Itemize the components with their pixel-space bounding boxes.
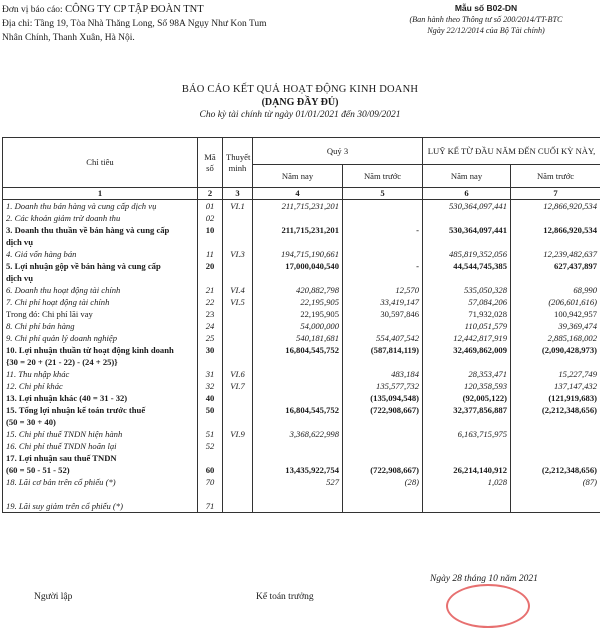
row-ytd-prev-year [511, 500, 600, 513]
row-code [198, 488, 223, 500]
table-row [3, 260, 600, 272]
row-code: 52 [198, 440, 223, 452]
address-line-2: Nhân Chính, Thanh Xuân, Hà Nội. [2, 31, 332, 45]
column-number: 4 [253, 188, 343, 200]
row-code: 10 [198, 224, 223, 236]
row-note [223, 392, 253, 404]
report-title: BÁO CÁO KẾT QUẢ HOẠT ĐỘNG KINH DOANH [0, 84, 600, 95]
row-quarter-this-year [253, 452, 343, 464]
row-note: VI.5 [223, 296, 253, 308]
row-code: 30 [198, 344, 223, 356]
row-ytd-this-year: 44,544,745,385 [423, 260, 511, 272]
table-row [3, 356, 600, 368]
row-quarter-prev-year: 554,407,542 [343, 332, 423, 344]
row-code: 23 [198, 308, 223, 320]
row-quarter-prev-year [343, 356, 423, 368]
row-note: VI.9 [223, 428, 253, 440]
row-ytd-this-year: 1,028 [423, 476, 511, 488]
col-header-luyke: LUỸ KẾ TỪ ĐẦU NĂM ĐẾN CUỐI KỲ NÀY, [423, 138, 600, 165]
row-label: 3. Doanh thu thuần về bán hàng và cung cấp [3, 224, 198, 236]
row-code: 60 [198, 464, 223, 476]
row-ytd-prev-year: 100,942,957 [511, 308, 600, 320]
company-stamp [446, 584, 530, 628]
row-note [223, 500, 253, 513]
row-ytd-this-year: 71,932,028 [423, 308, 511, 320]
col-header-q-prev: Năm trước [343, 165, 423, 188]
row-quarter-prev-year: (135,094,548) [343, 392, 423, 404]
row-quarter-prev-year: 483,184 [343, 368, 423, 380]
row-quarter-this-year: 211,715,231,201 [253, 224, 343, 236]
row-ytd-prev-year [511, 428, 600, 440]
row-quarter-prev-year: (722,908,667) [343, 404, 423, 416]
row-ytd-this-year: (92,005,122) [423, 392, 511, 404]
row-label: 7. Chi phí hoạt động tài chính [3, 296, 198, 308]
row-ytd-this-year [423, 416, 511, 428]
row-ytd-prev-year: 39,369,474 [511, 320, 600, 332]
row-quarter-this-year [253, 212, 343, 224]
row-quarter-this-year: 16,804,545,752 [253, 404, 343, 416]
table-row [3, 200, 600, 213]
row-ytd-this-year: 57,084,206 [423, 296, 511, 308]
row-ytd-this-year [423, 236, 511, 248]
row-quarter-this-year: 22,195,905 [253, 296, 343, 308]
row-ytd-this-year: 530,364,097,441 [423, 200, 511, 213]
row-ytd-this-year [423, 356, 511, 368]
form-note-2: Ngày 22/12/2014 của Bộ Tài chính) [427, 26, 545, 35]
row-quarter-prev-year [343, 416, 423, 428]
table-body [3, 200, 600, 513]
row-label: 4. Giá vốn hàng bán [3, 248, 198, 260]
row-quarter-this-year [253, 236, 343, 248]
row-label [3, 488, 198, 500]
row-label: Trong đó: Chi phí lãi vay [3, 308, 198, 320]
row-label: (60 = 50 - 51 - 52) [3, 464, 198, 476]
row-ytd-this-year [423, 488, 511, 500]
row-ytd-prev-year: (2,212,348,656) [511, 464, 600, 476]
column-number: 5 [343, 188, 423, 200]
row-note [223, 224, 253, 236]
row-label: 8. Chi phí bán hàng [3, 320, 198, 332]
row-ytd-this-year: 530,364,097,441 [423, 224, 511, 236]
row-ytd-this-year: 28,353,471 [423, 368, 511, 380]
row-ytd-this-year: 32,377,856,887 [423, 404, 511, 416]
row-label: dịch vụ [3, 272, 198, 284]
report-period: Cho kỳ tài chính từ ngày 01/01/2021 đến 30/09/2021 [0, 110, 600, 120]
table-row [3, 224, 600, 236]
col-header-chitieu: Chỉ tiêu [3, 138, 198, 188]
row-ytd-prev-year [511, 488, 600, 500]
row-quarter-prev-year [343, 320, 423, 332]
row-label: 5. Lợi nhuận gộp về bán hàng và cung cấp [3, 260, 198, 272]
row-label: 6. Doanh thu hoạt động tài chính [3, 284, 198, 296]
row-quarter-this-year [253, 272, 343, 284]
row-quarter-this-year: 22,195,905 [253, 308, 343, 320]
row-ytd-prev-year: 68,990 [511, 284, 600, 296]
row-code: 02 [198, 212, 223, 224]
row-note [223, 476, 253, 488]
row-quarter-prev-year [343, 212, 423, 224]
row-label: 11. Thu nhập khác [3, 368, 198, 380]
row-label: 18. Lãi cơ bản trên cổ phiếu (*) [3, 476, 198, 488]
col-header-q-this: Năm nay [253, 165, 343, 188]
row-code [198, 452, 223, 464]
row-quarter-prev-year: (28) [343, 476, 423, 488]
table-row [3, 380, 600, 392]
row-quarter-prev-year: (587,814,119) [343, 344, 423, 356]
row-ytd-prev-year: 627,437,897 [511, 260, 600, 272]
row-note [223, 356, 253, 368]
row-quarter-this-year [253, 500, 343, 513]
row-ytd-prev-year [511, 236, 600, 248]
row-code [198, 416, 223, 428]
row-ytd-this-year: 535,050,328 [423, 284, 511, 296]
row-code: 51 [198, 428, 223, 440]
form-info [386, 3, 586, 36]
row-ytd-prev-year: 137,147,432 [511, 380, 600, 392]
row-note: VI.3 [223, 248, 253, 260]
row-label: {30 = 20 + (21 - 22) - (24 + 25)} [3, 356, 198, 368]
row-ytd-this-year [423, 212, 511, 224]
row-note [223, 272, 253, 284]
row-quarter-this-year [253, 356, 343, 368]
col-header-y-prev: Năm trước [511, 165, 600, 188]
table-row [3, 428, 600, 440]
row-label: (50 = 30 + 40) [3, 416, 198, 428]
row-quarter-prev-year [343, 428, 423, 440]
row-quarter-this-year: 194,715,190,661 [253, 248, 343, 260]
row-quarter-prev-year: - [343, 260, 423, 272]
column-number-row [3, 188, 600, 200]
row-note [223, 416, 253, 428]
table-row [3, 440, 600, 452]
row-note [223, 488, 253, 500]
row-code: 11 [198, 248, 223, 260]
company-name: CÔNG TY CP TẬP ĐOÀN TNT [65, 4, 204, 15]
row-note [223, 464, 253, 476]
row-ytd-prev-year: (2,090,428,973) [511, 344, 600, 356]
row-quarter-prev-year [343, 488, 423, 500]
row-label: 17. Lợi nhuận sau thuế TNDN [3, 452, 198, 464]
row-code: 32 [198, 380, 223, 392]
row-code: 21 [198, 284, 223, 296]
row-note [223, 236, 253, 248]
table-row [3, 212, 600, 224]
row-quarter-this-year: 420,882,798 [253, 284, 343, 296]
row-quarter-prev-year [343, 272, 423, 284]
income-statement-table [2, 137, 600, 513]
row-quarter-this-year: 540,181,681 [253, 332, 343, 344]
row-quarter-prev-year: 12,570 [343, 284, 423, 296]
row-code: 31 [198, 368, 223, 380]
row-quarter-this-year [253, 368, 343, 380]
col-header-y-this: Năm nay [423, 165, 511, 188]
row-ytd-this-year: 485,819,352,056 [423, 248, 511, 260]
col-header-thuyetminh: Thuyết minh [223, 138, 253, 188]
row-ytd-this-year: 6,163,715,975 [423, 428, 511, 440]
row-ytd-prev-year: 12,866,920,534 [511, 200, 600, 213]
table-row [3, 452, 600, 464]
row-code: 25 [198, 332, 223, 344]
row-quarter-this-year: 17,000,040,540 [253, 260, 343, 272]
row-quarter-prev-year [343, 236, 423, 248]
table-row [3, 236, 600, 248]
row-code: 40 [198, 392, 223, 404]
row-quarter-prev-year [343, 452, 423, 464]
col-header-quy3: Quý 3 [253, 138, 423, 165]
chief-accountant-label: Kế toán trưởng [256, 592, 314, 602]
row-quarter-prev-year: 33,419,147 [343, 296, 423, 308]
row-quarter-this-year: 16,804,545,752 [253, 344, 343, 356]
row-quarter-prev-year: (722,908,667) [343, 464, 423, 476]
col-header-maso: Mã số [198, 138, 223, 188]
row-ytd-this-year [423, 452, 511, 464]
row-ytd-prev-year [511, 212, 600, 224]
row-code [198, 236, 223, 248]
row-code: 24 [198, 320, 223, 332]
row-quarter-this-year: 3,368,622,998 [253, 428, 343, 440]
column-number: 6 [423, 188, 511, 200]
row-code: 01 [198, 200, 223, 213]
row-quarter-this-year: 54,000,000 [253, 320, 343, 332]
table-row [3, 248, 600, 260]
row-ytd-this-year: 26,214,140,912 [423, 464, 511, 476]
row-label: 19. Lãi suy giảm trên cổ phiếu (*) [3, 500, 198, 513]
row-label: 16. Chi phí thuế TNDN hoãn lại [3, 440, 198, 452]
row-quarter-this-year [253, 440, 343, 452]
row-ytd-prev-year [511, 452, 600, 464]
row-ytd-prev-year [511, 356, 600, 368]
row-note [223, 212, 253, 224]
row-note [223, 440, 253, 452]
row-label: 15. Chi phí thuế TNDN hiện hành [3, 428, 198, 440]
preparer-label: Người lập [34, 592, 72, 602]
table-row [3, 464, 600, 476]
row-ytd-prev-year: 12,239,482,637 [511, 248, 600, 260]
row-note [223, 332, 253, 344]
table-row [3, 332, 600, 344]
column-number: 3 [223, 188, 253, 200]
row-quarter-prev-year [343, 440, 423, 452]
row-ytd-prev-year [511, 272, 600, 284]
column-number: 7 [511, 188, 600, 200]
row-code [198, 356, 223, 368]
row-quarter-prev-year [343, 248, 423, 260]
row-note [223, 308, 253, 320]
row-label: 10. Lợi nhuận thuần từ hoạt động kinh doanh [3, 344, 198, 356]
row-ytd-prev-year: 15,227,749 [511, 368, 600, 380]
table-row [3, 416, 600, 428]
row-label: 13. Lợi nhuận khác (40 = 31 - 32) [3, 392, 198, 404]
company-line [2, 3, 332, 17]
row-label: 9. Chi phí quản lý doanh nghiệp [3, 332, 198, 344]
row-code: 22 [198, 296, 223, 308]
row-note [223, 320, 253, 332]
row-label: dịch vụ [3, 236, 198, 248]
company-header [2, 3, 332, 45]
row-note: VI.4 [223, 284, 253, 296]
row-ytd-this-year [423, 272, 511, 284]
address-line-1: Địa chỉ: Tầng 19, Tòa Nhà Thăng Long, Số 98A Ngụy Như Kon Tum [2, 17, 332, 31]
row-ytd-this-year: 12,442,817,919 [423, 332, 511, 344]
table-row [3, 392, 600, 404]
row-ytd-prev-year: (206,601,616) [511, 296, 600, 308]
row-quarter-prev-year: 135,577,732 [343, 380, 423, 392]
row-ytd-this-year: 110,051,579 [423, 320, 511, 332]
table-row [3, 284, 600, 296]
table-row [3, 296, 600, 308]
table-row [3, 344, 600, 356]
row-note [223, 404, 253, 416]
report-subtitle: (DẠNG ĐẦY ĐỦ) [0, 97, 600, 108]
unit-label: Đơn vị báo cáo: [2, 5, 63, 15]
row-label: 1. Doanh thu bán hàng và cung cấp dịch vụ [3, 200, 198, 213]
table-row [3, 272, 600, 284]
table-row [3, 308, 600, 320]
row-note: VI.7 [223, 380, 253, 392]
row-note [223, 344, 253, 356]
row-code: 70 [198, 476, 223, 488]
row-quarter-this-year [253, 416, 343, 428]
row-label: 2. Các khoản giảm trừ doanh thu [3, 212, 198, 224]
report-date: Ngày 28 tháng 10 năm 2021 [430, 574, 538, 584]
table-row [3, 488, 600, 500]
row-code: 71 [198, 500, 223, 513]
column-number: 2 [198, 188, 223, 200]
row-quarter-prev-year [343, 500, 423, 513]
row-label: 12. Chi phí khác [3, 380, 198, 392]
row-ytd-prev-year: 12,866,920,534 [511, 224, 600, 236]
table-row [3, 368, 600, 380]
table-row [3, 404, 600, 416]
row-quarter-this-year: 527 [253, 476, 343, 488]
column-number: 1 [3, 188, 198, 200]
table-row [3, 476, 600, 488]
row-quarter-prev-year: - [343, 224, 423, 236]
row-quarter-this-year [253, 392, 343, 404]
row-ytd-this-year [423, 440, 511, 452]
row-note: VI.6 [223, 368, 253, 380]
form-number: Mẫu số B02-DN [386, 3, 586, 14]
row-quarter-prev-year: 30,597,846 [343, 308, 423, 320]
table-row [3, 320, 600, 332]
row-ytd-prev-year [511, 416, 600, 428]
row-note [223, 452, 253, 464]
row-ytd-this-year [423, 500, 511, 513]
row-code: 50 [198, 404, 223, 416]
row-code [198, 272, 223, 284]
row-ytd-this-year: 120,358,593 [423, 380, 511, 392]
row-ytd-this-year: 32,469,862,009 [423, 344, 511, 356]
row-note: VI.1 [223, 200, 253, 213]
row-ytd-prev-year: (2,212,348,656) [511, 404, 600, 416]
table-row [3, 500, 600, 513]
row-code: 20 [198, 260, 223, 272]
row-quarter-this-year [253, 380, 343, 392]
row-ytd-prev-year: 2,885,168,002 [511, 332, 600, 344]
row-quarter-this-year [253, 488, 343, 500]
row-note [223, 260, 253, 272]
row-label: 15. Tổng lợi nhuận kế toán trước thuế [3, 404, 198, 416]
row-quarter-this-year: 13,435,922,754 [253, 464, 343, 476]
row-ytd-prev-year: (87) [511, 476, 600, 488]
row-quarter-prev-year [343, 200, 423, 213]
row-ytd-prev-year: (121,919,683) [511, 392, 600, 404]
row-quarter-this-year: 211,715,231,201 [253, 200, 343, 213]
form-note-1: (Ban hành theo Thông tư số 200/2014/TT-BTC [409, 15, 562, 24]
row-ytd-prev-year [511, 440, 600, 452]
